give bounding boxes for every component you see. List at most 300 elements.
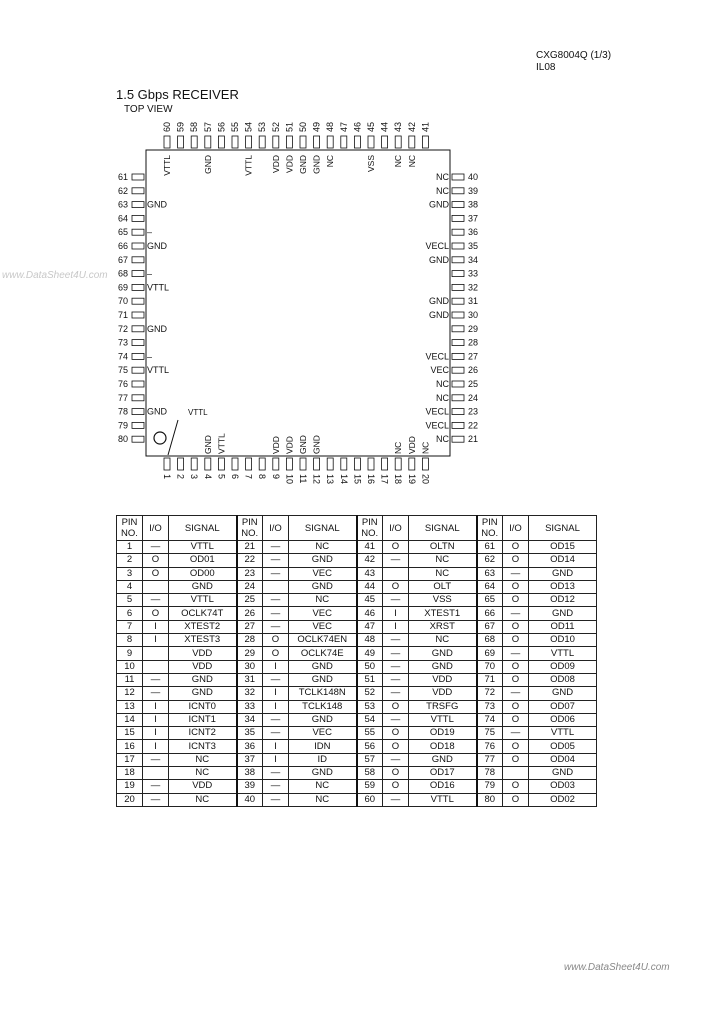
top-signal-label: VDD [284,155,295,173]
bottom-pin-number: 17 [379,474,390,485]
table-row [117,780,597,793]
pin-io: — [263,780,289,793]
table-row [117,753,597,766]
bottom-pin [354,458,360,470]
left-pin [132,353,144,359]
top-pin-number: 52 [270,121,281,132]
pin-io: O [503,780,529,793]
right-pin [452,326,464,332]
pin-signal: NC [409,554,477,567]
pin-signal: XRST [409,620,477,633]
right-signal-label: GND [429,296,449,307]
left-pin-number: 80 [117,434,128,445]
left-pin-number: 68 [117,268,128,279]
right-pin-number: 30 [468,310,479,320]
left-pin-number: 73 [117,337,128,348]
pin-io: I [143,713,169,726]
right-pin [452,257,464,263]
pin-io: — [503,727,529,740]
top-pin [409,136,415,148]
bottom-pin-number: 5 [216,474,227,480]
pin-signal: NC [289,793,357,806]
pin-io: O [383,767,409,780]
top-pin-number: 54 [243,121,254,132]
pin-signal: GND [409,647,477,660]
table-row [117,687,597,700]
left-signal-label: – [147,268,153,279]
left-pin-number: 78 [117,406,128,417]
pin-io: O [383,700,409,713]
right-pin-number: 36 [468,227,479,238]
pin-number: 25 [237,594,263,607]
left-pin-number: 72 [117,323,128,334]
top-pin-number: 46 [352,121,363,132]
right-pin-number: 38 [468,199,479,210]
pin-signal: NC [169,753,237,766]
bottom-signal-label: VTTL [216,433,227,454]
right-pin [452,367,464,373]
pin-number: 73 [477,700,503,713]
right-pin [452,202,464,208]
right-signal-label: VEC [430,365,449,376]
right-pin [452,422,464,428]
pin-number: 19 [117,780,143,793]
pin-io [143,580,169,593]
bottom-pin-number: 6 [230,474,240,480]
pin-signal: TRSFG [409,700,477,713]
bottom-pin [409,458,415,470]
top-signal-label: NC [406,155,417,168]
pin-number: 21 [237,541,263,554]
pin-signal: VEC [289,567,357,580]
pin-io: — [263,594,289,607]
bottom-pin [205,458,211,470]
top-pin [259,136,265,148]
pin-number: 5 [117,594,143,607]
pin-io: — [143,780,169,793]
left-pin-number: 65 [117,227,128,238]
bottom-pin-number: 15 [352,474,363,485]
pin-signal: OCLK74E [289,647,357,660]
pin-signal: NC [169,767,237,780]
pin-io: — [383,793,409,806]
bottom-pin-number: 20 [420,474,431,485]
pin-signal: OD07 [529,700,597,713]
pin-number: 15 [117,727,143,740]
right-signal-label: GND [429,254,449,265]
right-pin-number: 32 [468,282,479,293]
pin-number: 17 [117,753,143,766]
bottom-pin-number: 10 [284,474,295,485]
right-signal-label: NC [436,379,449,389]
top-pin [273,136,279,148]
header-code: IL08 [536,62,556,73]
top-signal-label: GND [311,155,322,174]
pin-number: 58 [357,767,383,780]
right-pin [452,243,464,249]
pin-io: I [263,660,289,673]
pin-io: I [143,727,169,740]
pin-number: 74 [477,713,503,726]
pin-signal: OD04 [529,753,597,766]
pin-number: 76 [477,740,503,753]
left-signal-label: GND [147,406,167,417]
header-pin-no: PIN NO. [237,516,263,541]
top-pin-number: 51 [284,121,295,132]
pin-io: — [263,727,289,740]
pin-number: 61 [477,541,503,554]
pin-io: O [503,594,529,607]
pin-number: 2 [117,554,143,567]
top-pin-number: 59 [175,121,186,132]
pin1-pointer [168,420,178,455]
pin-number: 37 [237,753,263,766]
top-pin-number: 50 [298,121,308,132]
pin-signal: OD03 [529,780,597,793]
left-signal-label: GND [147,199,167,210]
header-part-number: CXG8004Q (1/3) [536,50,612,61]
top-pin [395,136,401,148]
left-pin-number: 75 [117,365,128,376]
right-pin-number: 33 [468,268,479,279]
bottom-pin-number: 9 [270,474,281,480]
pin-io: O [503,554,529,567]
bottom-signal-label: VDD [284,436,295,454]
left-pin [132,174,144,180]
table-row [117,740,597,753]
pin-number: 57 [357,753,383,766]
pin-signal: NC [169,793,237,806]
pin-number: 42 [357,554,383,567]
left-pin [132,422,144,428]
pin-signal: TCLK148 [289,700,357,713]
right-pin [452,436,464,442]
pin-number: 69 [477,647,503,660]
pin-io: — [263,767,289,780]
pin-signal: GND [529,567,597,580]
right-pin [452,174,464,180]
pin-signal: GND [529,687,597,700]
pin-number: 31 [237,673,263,686]
pin-signal: ICNT2 [169,727,237,740]
pin-signal: XTEST1 [409,607,477,620]
left-pin [132,367,144,373]
pin-number: 41 [357,541,383,554]
pin-table [116,515,597,807]
pin-signal: VSS [409,594,477,607]
header-signal: SIGNAL [409,516,477,541]
bottom-pin-number: 18 [393,474,404,485]
pin-signal: GND [289,554,357,567]
right-pin-number: 23 [468,406,479,417]
pin-io: O [383,727,409,740]
top-pin [286,136,292,148]
pin-number: 68 [477,634,503,647]
left-pin [132,409,144,415]
pin-io: — [503,687,529,700]
bottom-pin [300,458,306,470]
pin-number: 77 [477,753,503,766]
pin-number: 66 [477,607,503,620]
table-row [117,554,597,567]
pin-number: 39 [237,780,263,793]
pin-number: 40 [237,793,263,806]
pin-io: — [263,713,289,726]
pin-number: 64 [477,580,503,593]
header-pin-no: PIN NO. [477,516,503,541]
left-pin-number: 79 [117,420,128,431]
top-pin [246,136,252,148]
right-pin-number: 31 [468,296,479,307]
pin-io: — [503,607,529,620]
pin-io: — [263,567,289,580]
left-pin-number: 67 [117,254,128,265]
right-pin [452,409,464,415]
right-pin-number: 22 [468,420,479,431]
pin-io [143,647,169,660]
left-pin [132,229,144,235]
top-pin-number: 47 [338,121,349,132]
right-pin-number: 25 [468,379,479,389]
top-pin-number: 56 [216,121,227,132]
bottom-pin [191,458,197,470]
pin-io: — [383,594,409,607]
table-row [117,541,597,554]
left-pin [132,243,144,249]
table-row [117,793,597,806]
pin-number: 33 [237,700,263,713]
pin-signal: GND [289,673,357,686]
right-pin-number: 27 [468,351,479,362]
top-pin-number: 60 [162,121,172,132]
right-signal-label: NC [436,185,449,196]
table-row [117,607,597,620]
bottom-pin-number: 7 [243,474,254,480]
header-signal: SIGNAL [289,516,357,541]
table-row [117,660,597,673]
pin-signal: TCLK148N [289,687,357,700]
pin-io: — [383,753,409,766]
top-pin [341,136,347,148]
right-signal-label: VECL [425,406,449,417]
pin-number: 70 [477,660,503,673]
pin-io: O [143,607,169,620]
bottom-signal-label: GND [311,435,322,454]
top-pin [314,136,320,148]
left-pin [132,257,144,263]
right-pin-number: 37 [468,213,479,224]
pin-io: — [503,647,529,660]
pin-number: 54 [357,713,383,726]
right-pin-number: 34 [468,254,479,265]
pin-number: 63 [477,567,503,580]
bottom-pin-number: 16 [366,474,376,485]
inner-vttl-label: VTTL [188,408,208,417]
left-signal-label: GND [147,241,167,251]
pin-signal: GND [289,713,357,726]
pin-signal: XTEST2 [169,620,237,633]
pin-number: 23 [237,567,263,580]
pin-io: O [503,740,529,753]
pin-io: I [263,687,289,700]
table-row [117,620,597,633]
top-pin [191,136,197,148]
pin-number: 48 [357,634,383,647]
bottom-pin-number: 8 [257,474,268,480]
pin-io [503,767,529,780]
pin-signal: VEC [289,727,357,740]
left-pin-number: 63 [117,199,128,210]
left-signal-label: – [147,351,153,362]
right-pin-number: 26 [468,365,479,376]
pin-io: O [503,700,529,713]
bottom-pin [178,458,184,470]
right-signal-label: VECL [425,420,449,431]
pin-signal: VTTL [169,594,237,607]
top-pin [382,136,388,148]
pin-number: 47 [357,620,383,633]
pin-number: 45 [357,594,383,607]
pin-io [143,660,169,673]
left-pin [132,202,144,208]
left-pin [132,326,144,332]
pin-io [143,767,169,780]
header-io: I/O [503,516,529,541]
left-pin [132,381,144,387]
bottom-pin-number: 11 [298,474,308,484]
left-pin-number: 77 [117,392,128,403]
right-pin-number: 29 [468,323,479,334]
right-pin-number: 28 [468,337,479,348]
pin-number: 13 [117,700,143,713]
right-pin-number: 39 [468,185,479,196]
pin-number: 26 [237,607,263,620]
right-pin [452,340,464,346]
pin-number: 28 [237,634,263,647]
pin-number: 4 [117,580,143,593]
pin-signal: OD02 [529,793,597,806]
left-pin-number: 71 [117,310,128,320]
left-pin [132,436,144,442]
left-pin-number: 61 [117,172,128,182]
pin-number: 59 [357,780,383,793]
pin-number: 53 [357,700,383,713]
header-pin-no: PIN NO. [357,516,383,541]
bottom-pin [327,458,333,470]
pin-signal: OCLK74T [169,607,237,620]
pin-number: 16 [117,740,143,753]
right-signal-label: NC [436,434,449,445]
pin-signal: VTTL [529,727,597,740]
pin-signal: NC [289,594,357,607]
bottom-pin [246,458,252,470]
pin-number: 80 [477,793,503,806]
pin-number: 49 [357,647,383,660]
pin-signal: VTTL [169,541,237,554]
pin-signal: IDN [289,740,357,753]
pin-io [263,580,289,593]
pin-io: O [383,541,409,554]
left-pin-number: 69 [117,282,128,293]
pin-number: 51 [357,673,383,686]
pin-number: 65 [477,594,503,607]
bottom-pin [286,458,292,470]
pin-io: I [383,620,409,633]
top-pin [327,136,333,148]
pin-number: 10 [117,660,143,673]
top-pin-number: 55 [230,121,240,132]
pin-signal: OD11 [529,620,597,633]
pin-signal: VTTL [409,713,477,726]
pin-number: 27 [237,620,263,633]
pin-number: 50 [357,660,383,673]
pin-signal: ICNT1 [169,713,237,726]
left-pin [132,271,144,277]
pin-io: O [503,541,529,554]
pin-number: 43 [357,567,383,580]
pin-signal: ICNT3 [169,740,237,753]
pin-io: O [503,660,529,673]
top-signal-label: NC [325,155,336,168]
pin-number: 38 [237,767,263,780]
bottom-pin [259,458,265,470]
pin-io: O [503,634,529,647]
table-row [117,647,597,660]
pin-io: — [143,541,169,554]
pin-number: 9 [117,647,143,660]
pin-io: O [503,753,529,766]
pin-signal: GND [289,767,357,780]
left-pin-number: 74 [117,351,128,362]
bottom-signal-label: VDD [270,436,281,454]
right-pin-number: 35 [468,241,479,251]
pin-signal: ICNT0 [169,700,237,713]
pin-signal: OD18 [409,740,477,753]
pin-signal: OLTN [409,541,477,554]
pin-number: 78 [477,767,503,780]
left-pin [132,284,144,290]
pin-signal: OD10 [529,634,597,647]
pin-number: 44 [357,580,383,593]
table-row [117,594,597,607]
bottom-pin [382,458,388,470]
pin-signal: OD08 [529,673,597,686]
pin-number: 11 [117,673,143,686]
right-signal-label: NC [436,392,449,403]
pin-io: O [143,567,169,580]
left-pin [132,188,144,194]
pin-number: 56 [357,740,383,753]
top-signal-label: VTTL [243,155,254,176]
pin-number: 6 [117,607,143,620]
left-pin-number: 62 [117,185,128,196]
right-signal-label: GND [429,199,449,210]
bottom-pin [341,458,347,470]
pin-signal: OD14 [529,554,597,567]
pin-io: I [143,620,169,633]
bottom-pin [232,458,238,470]
bottom-signal-label: NC [393,441,404,454]
pin-io: I [263,753,289,766]
right-pin [452,188,464,194]
bottom-pin [422,458,428,470]
top-signal-label: GND [202,155,213,174]
bottom-pin [164,458,170,470]
left-pin-number: 66 [117,241,128,251]
top-signal-label: NC [393,155,404,168]
pin-io: I [263,700,289,713]
pin-number: 75 [477,727,503,740]
